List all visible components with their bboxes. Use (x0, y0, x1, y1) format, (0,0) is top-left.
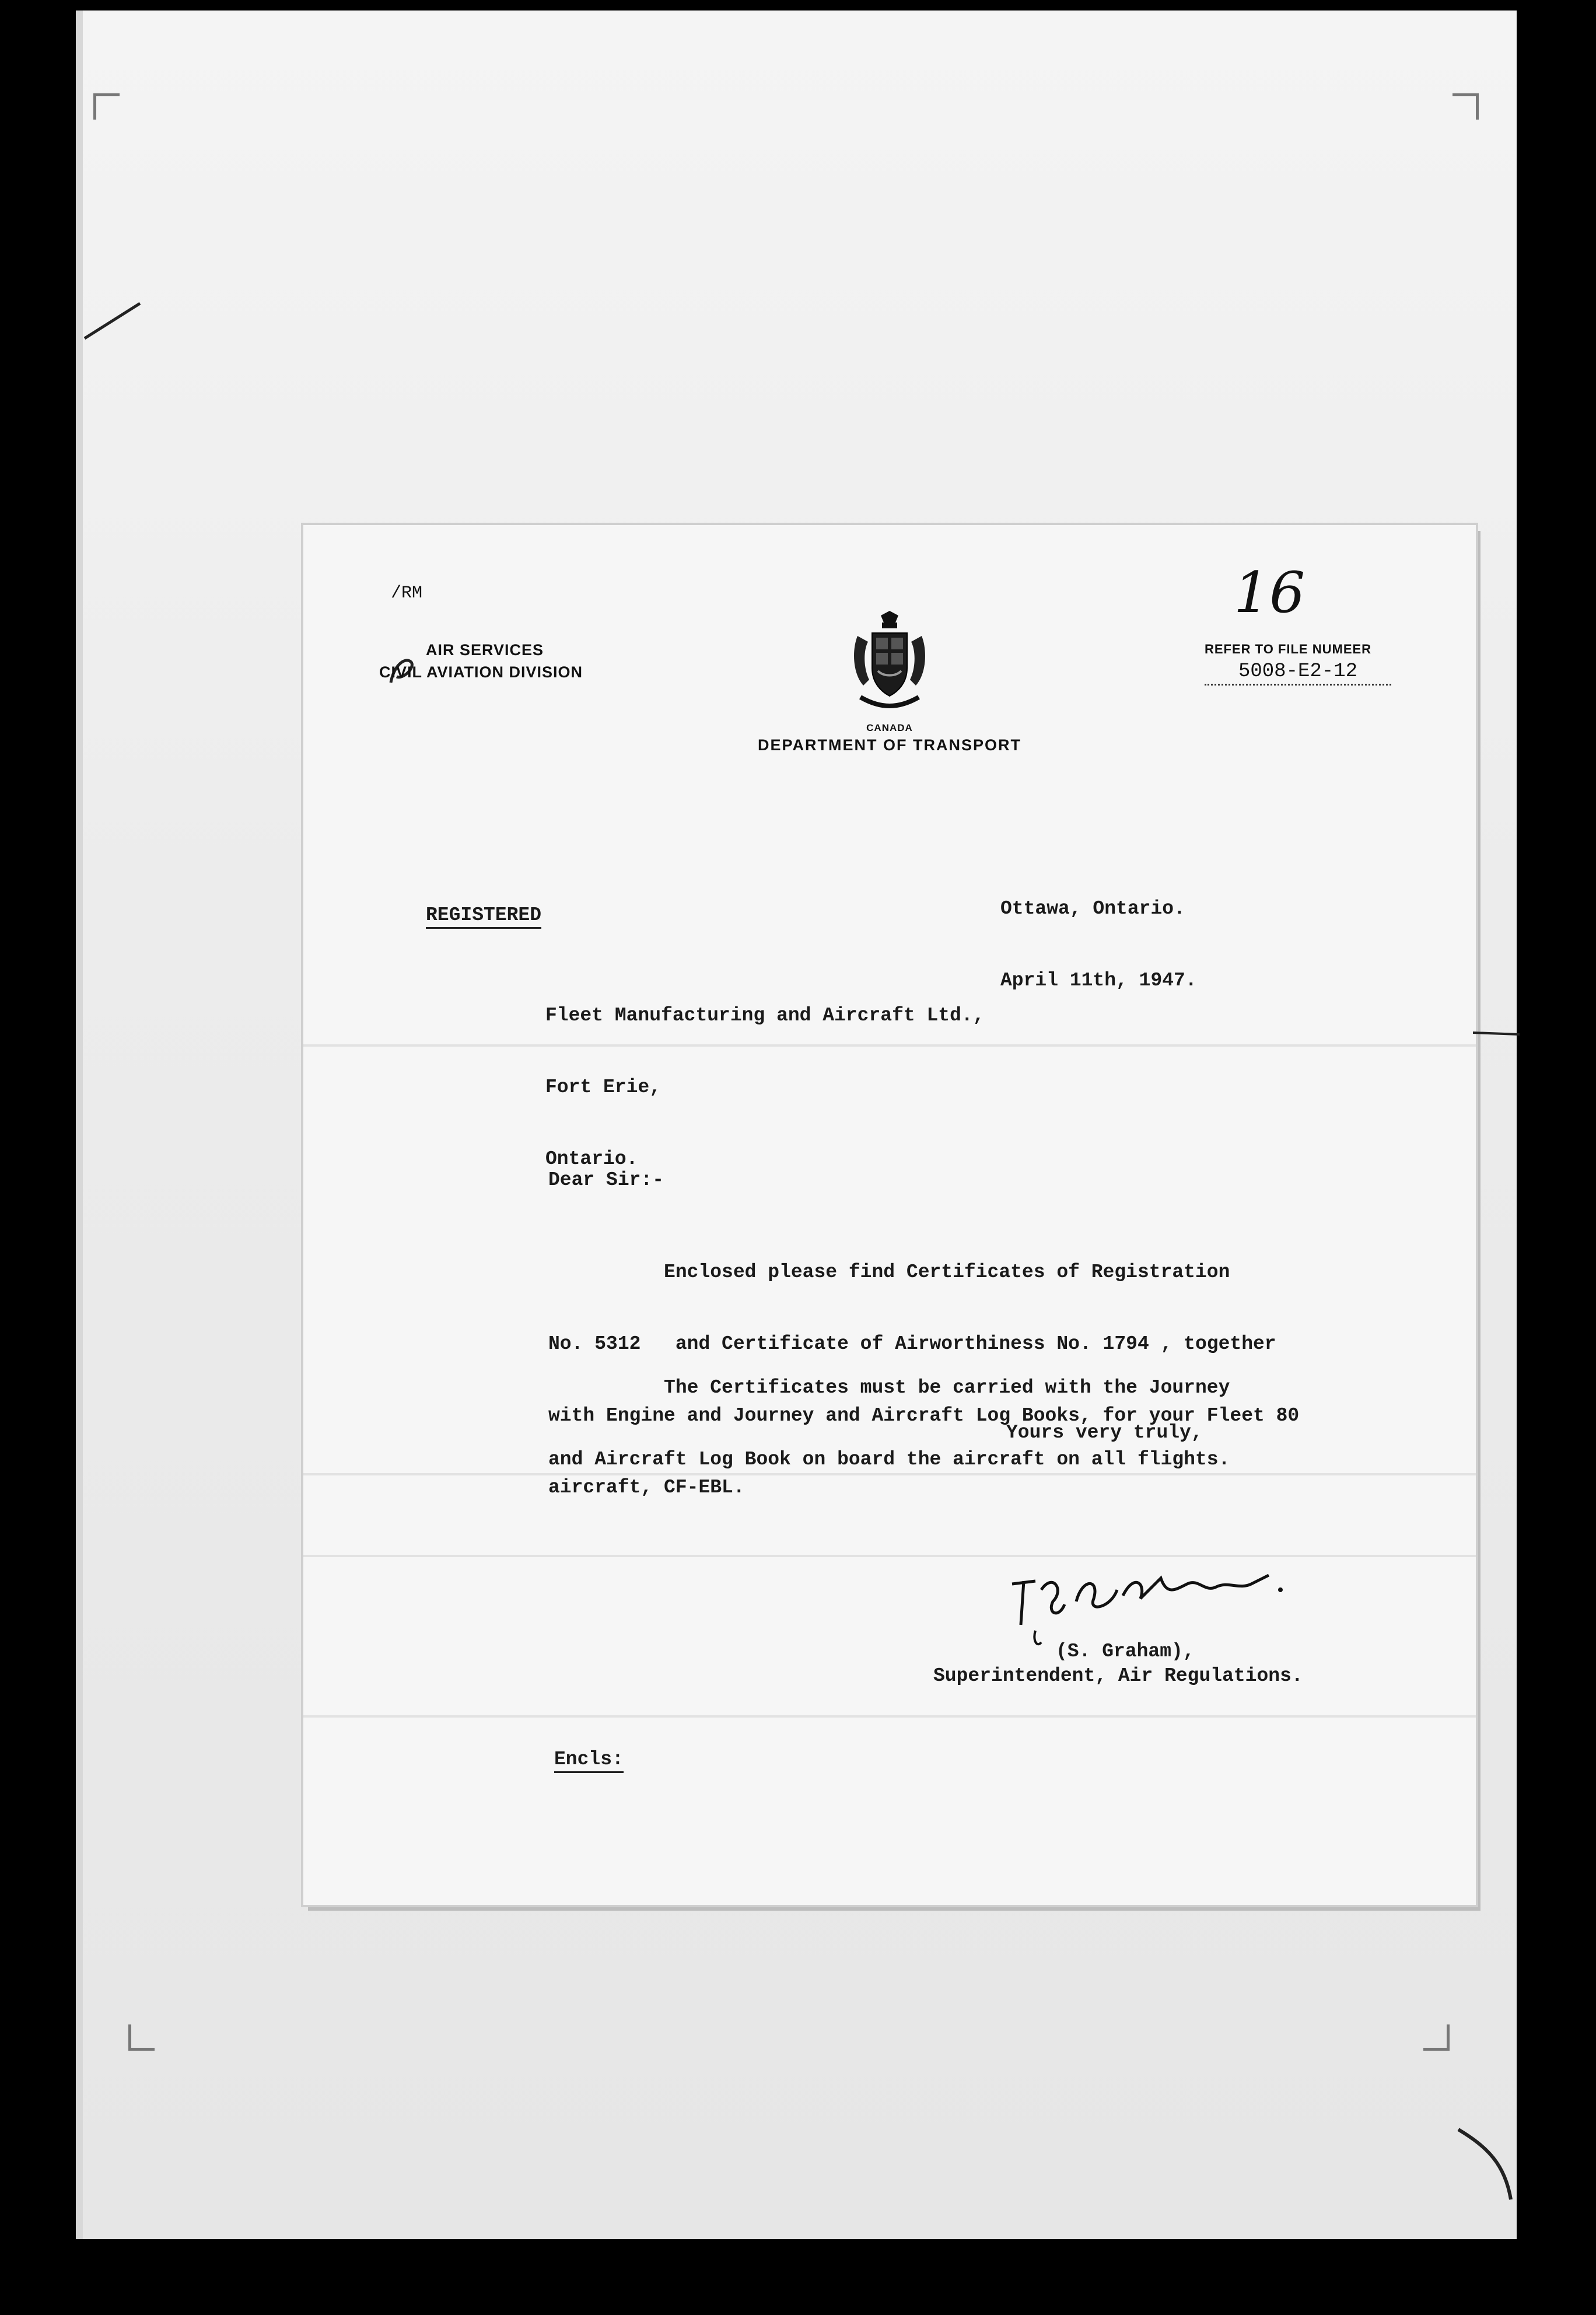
addressee-line: Fleet Manufacturing and Aircraft Ltd., (545, 1005, 985, 1026)
complimentary-close: Yours very truly, (1006, 1422, 1203, 1443)
reference-initials: /RM (391, 583, 423, 603)
salutation: Dear Sir:- (548, 1169, 664, 1191)
date-line: April 11th, 1947. (1000, 970, 1197, 991)
file-number: 5008-E2-12 (1205, 660, 1391, 686)
coat-of-arms-icon (846, 610, 933, 715)
enclosures-label: Encls: (554, 1747, 624, 1773)
letter-sheet (303, 525, 1476, 1905)
paragraph-line: Enclosed please find Certificates of Registration (548, 1261, 1230, 1283)
crop-mark-top-right (1452, 93, 1479, 120)
crop-mark-top-left (93, 93, 120, 120)
paragraph-line: and Aircraft Log Book on board the aircraft on all flights. (548, 1449, 1230, 1470)
signatory-title: Superintendent, Air Regulations. (933, 1665, 1303, 1687)
crop-mark-bottom-right (1423, 2024, 1450, 2051)
crop-mark-bottom-left (128, 2024, 155, 2051)
handwritten-page-number: 16 (1234, 560, 1306, 625)
film-edge (76, 11, 83, 2239)
paragraph-line: with Engine and Journey and Aircraft Log Books, for your Fleet 80 (548, 1405, 1300, 1426)
country-label: CANADA (866, 722, 913, 733)
paragraph-line: No. 5312 and Certificate of Airworthiness No. 1794 , together (548, 1333, 1276, 1355)
signatory-name: (S. Graham), (1056, 1641, 1195, 1662)
stray-mark (82, 292, 146, 344)
paragraph-line: The Certificates must be carried with the Journey (548, 1377, 1230, 1398)
fold-line (303, 1715, 1476, 1718)
date-block (1000, 849, 1197, 1040)
air-services-label: AIR SERVICES (426, 641, 544, 659)
registered-mark: REGISTERED (426, 903, 541, 929)
place-line: Ottawa, Ontario. (1000, 898, 1185, 919)
letterhead-division (379, 639, 583, 683)
civil-aviation-division-label: CIVIL AVIATION DIVISION (379, 663, 583, 681)
stray-mark (1473, 1024, 1520, 1041)
refer-to-file-label: REFER TO FILE NUMEER (1205, 642, 1372, 656)
addressee-line: Ontario. (545, 1148, 638, 1170)
stray-mark (1452, 2124, 1517, 2205)
handwritten-signature (1000, 1549, 1327, 1648)
addressee-line: Fort Erie, (545, 1076, 662, 1098)
department-label: DEPARTMENT OF TRANSPORT (758, 736, 1021, 754)
paragraph-line: aircraft, CF-EBL. (548, 1477, 745, 1498)
